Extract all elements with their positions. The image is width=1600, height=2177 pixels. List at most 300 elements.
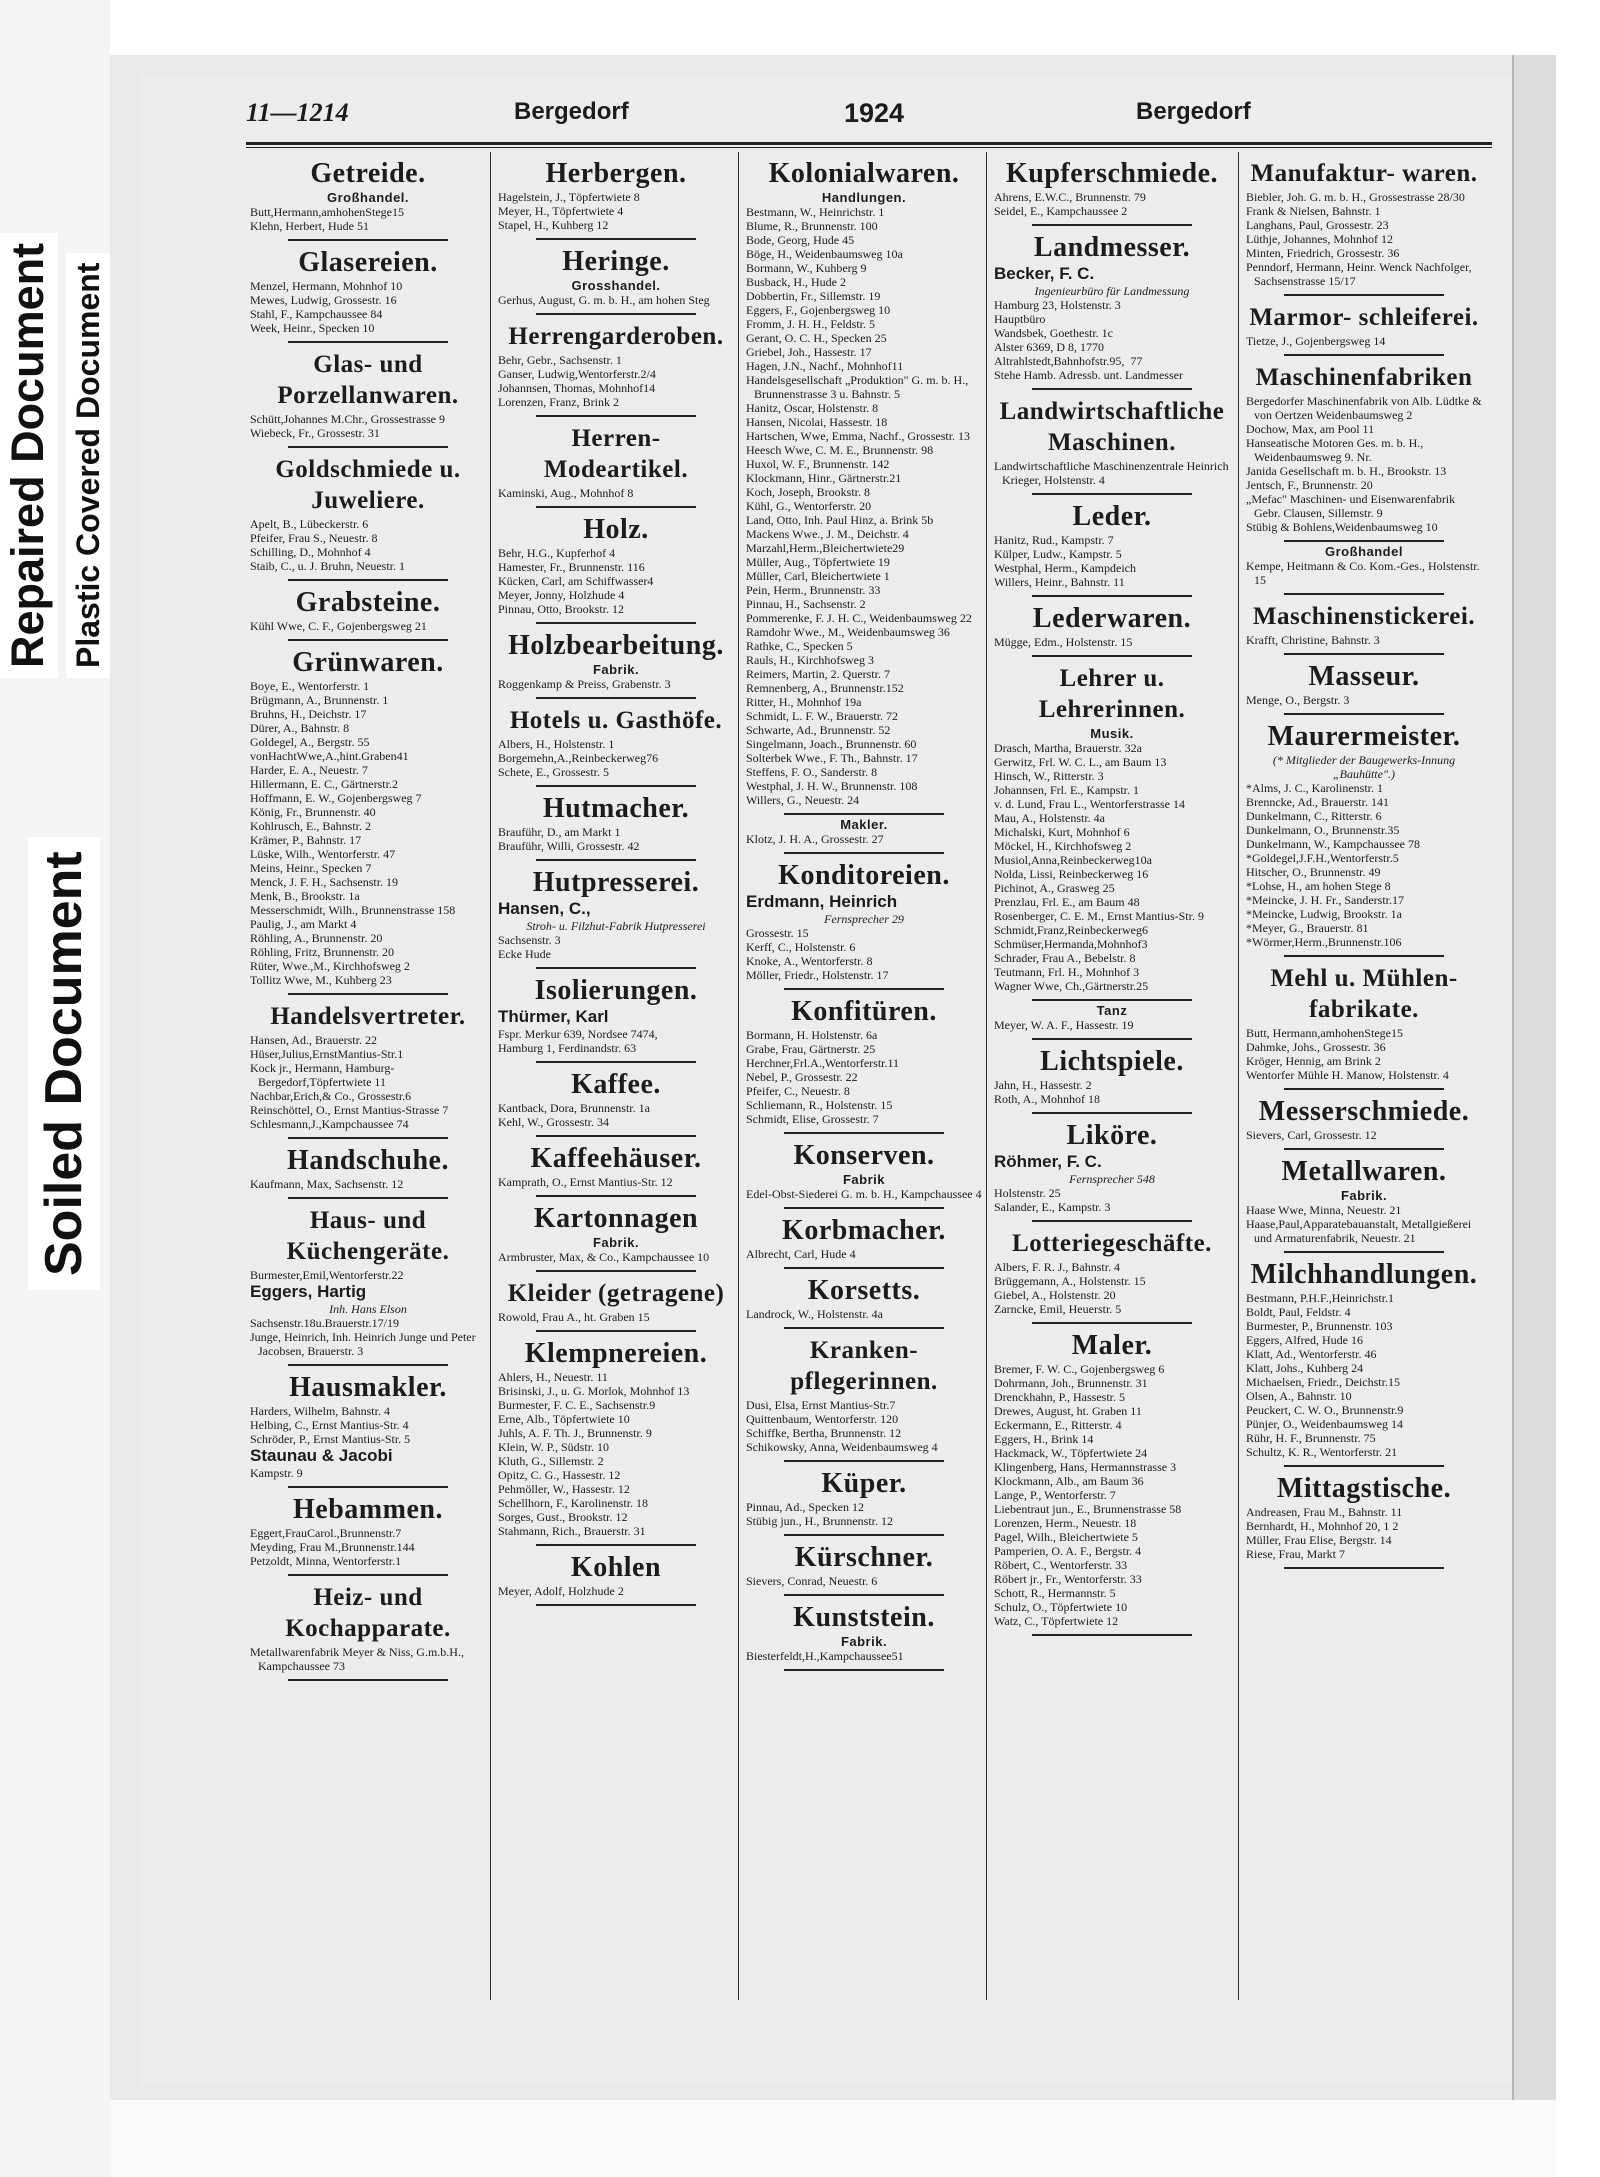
directory-section (498, 867, 734, 969)
section-rule (288, 639, 448, 641)
featured-entry: Erdmann, Heinrich (746, 892, 898, 911)
directory-section (994, 1046, 1230, 1114)
section-subheading: Fabrik. (1340, 1188, 1388, 1203)
column-divider (1238, 152, 1239, 2000)
directory-entry: Hillermann, E. C., Gärtnerstr.2 (250, 777, 398, 791)
page-number: 11—1214 (246, 98, 349, 127)
section-heading: Grünwaren. (292, 647, 444, 678)
directory-entry: Michaelsen, Friedr., Deichstr.15 (1246, 1375, 1400, 1389)
section-heading: Haus- und Küchengeräte. (286, 1207, 450, 1265)
directory-entry: v. d. Lund, Frau L., Wentorferstrasse 14 (994, 797, 1185, 811)
section-rule (1284, 1088, 1444, 1090)
directory-entry: Pehmöller, W., Hassestr. 12 (498, 1482, 630, 1496)
directory-entry: Eckermann, E., Ritterstr. 4 (994, 1418, 1122, 1432)
directory-entry: Lorenzen, Franz, Brink 2 (498, 395, 619, 409)
section-heading: Hutmacher. (542, 793, 690, 824)
featured-entry: Röhmer, F. C. (994, 1152, 1102, 1171)
directory-entry: Roth, A., Mohnhof 18 (994, 1092, 1101, 1106)
directory-entry: Petzoldt, Minna, Wentorferstr.1 (250, 1554, 402, 1568)
section-heading: Herren- Modeartikel. (543, 425, 689, 483)
section-heading: Hutpresserei. (532, 867, 700, 898)
directory-section (498, 1203, 734, 1272)
directory-entry: Hamester, Fr., Brunnenstr. 116 (498, 560, 645, 574)
directory-entry: Landwirtschaftliche Maschinenzentrale Heinrich Krieger, Holstenstr. 4 (994, 459, 1229, 487)
section-heading: Masseur. (1308, 661, 1420, 692)
directory-entry: Meyer, H., Töpfertwiete 4 (498, 204, 624, 218)
directory-section (250, 1205, 486, 1366)
directory-entry: Westphal, J. H. W., Brunnenstr. 108 (746, 779, 918, 793)
directory-entry: Hansen, Ad., Brauerstr. 22 (250, 1033, 377, 1047)
directory-entry: Boldt, Paul, Feldstr. 4 (1246, 1305, 1351, 1319)
directory-entry: Burmester,Emil,Wentorferstr.22 (250, 1268, 404, 1282)
directory-entry: Ramdohr Wwe., M., Weidenbaumsweg 36 (746, 625, 950, 639)
directory-section (1246, 1096, 1482, 1150)
directory-entry: Pein, Herm., Brunnenstr. 33 (746, 583, 881, 597)
directory-entry: Gerwitz, Frl. W. C. L., am Baum 13 (994, 755, 1167, 769)
directory-entry: Handelsgesellschaft „Produktion" G. m. b. H., Brunnenstrasse 3 u. Bahnstr. 5 (746, 373, 969, 401)
section-rule (1032, 1322, 1192, 1324)
section-rule (536, 697, 696, 699)
section-heading: Kleider (getragene) (507, 1280, 725, 1307)
directory-entry: Rauls, H., Kirchhofsweg 3 (746, 653, 874, 667)
directory-entry: Michalski, Kurt, Mohnhof 6 (994, 825, 1130, 839)
directory-entry: Röbert, C., Wentorferstr. 33 (994, 1558, 1128, 1572)
directory-entry: Kühl Wwe, C. F., Gojenbergsweg 21 (250, 619, 427, 633)
directory-entry: Edel-Obst-Siederei G. m. b. H., Kampchaussee 4 (746, 1187, 982, 1201)
directory-entry: Schott, R., Hermannstr. 5 (994, 1586, 1116, 1600)
section-rule (288, 446, 448, 448)
section-rule (536, 967, 696, 969)
directory-entry: Pamperien, O. A. F., Bergstr. 4 (994, 1544, 1142, 1558)
directory-section (498, 630, 734, 699)
directory-entry: Salander, E., Kampstr. 3 (994, 1200, 1111, 1214)
directory-section (994, 1228, 1230, 1324)
directory-section (250, 1372, 486, 1488)
section-rule (288, 1137, 448, 1139)
directory-entry: Gerant, O. C. H., Specken 25 (746, 331, 887, 345)
directory-entry: Kröger, Hennig, am Brink 2 (1246, 1054, 1381, 1068)
directory-entry: Reimers, Martin, 2. Querstr. 7 (746, 667, 890, 681)
section-rule (1032, 1220, 1192, 1222)
directory-entry: Hanitz, Oscar, Holstenstr. 8 (746, 401, 879, 415)
directory-section (250, 647, 486, 995)
directory-entry: Langhans, Paul, Grossestr. 23 (1246, 218, 1389, 232)
section-heading: Kolonialwaren. (768, 158, 960, 189)
directory-entry: Eggers, H., Brink 14 (994, 1432, 1094, 1446)
directory-entry: Apelt, B., Lübeckerstr. 6 (250, 517, 369, 531)
directory-entry: Hartschen, Wwe, Emma, Nachf., Grossestr. 13 (746, 429, 971, 443)
directory-entry: Schiffke, Bertha, Brunnenstr. 12 (746, 1426, 902, 1440)
directory-section (1246, 1156, 1482, 1253)
directory-entry: Landrock, W., Holstenstr. 4a (746, 1307, 883, 1321)
directory-entry: Mau, A., Holstenstr. 4a (994, 811, 1105, 825)
directory-section (498, 1069, 734, 1137)
directory-entry: Dohrmann, Joh., Brunnenstr. 31 (994, 1376, 1148, 1390)
section-heading: Glas- und Porzellanwaren. (277, 351, 459, 409)
directory-entry: Ahlers, H., Neuestr. 11 (498, 1370, 608, 1384)
section-heading: Lehrer u. Lehrerinnen. (1038, 665, 1186, 723)
directory-entry: Harders, Wilhelm, Bahnstr. 4 (250, 1404, 390, 1418)
directory-entry: Nebel, P., Grossestr. 22 (746, 1070, 858, 1084)
directory-entry: Sievers, Conrad, Neuestr. 6 (746, 1574, 878, 1588)
section-rule (784, 988, 944, 990)
directory-entry: Meyer, Adolf, Holzhude 2 (498, 1584, 624, 1598)
section-rule (288, 1364, 448, 1366)
section-rule (784, 1327, 944, 1329)
featured-entry: Hansen, C., (498, 899, 591, 918)
directory-entry: Harder, E. A., Neuestr. 7 (250, 763, 368, 777)
directory-entry: Schultz, K. R., Wentorferstr. 21 (1246, 1445, 1398, 1459)
directory-entry: Jentsch, F., Brunnenstr. 20 (1246, 478, 1373, 492)
directory-entry: Pinnau, Ad., Specken 12 (746, 1500, 864, 1514)
section-heading: Landmesser. (1033, 232, 1191, 263)
section-rule (1032, 999, 1192, 1001)
header-rule (246, 142, 1492, 145)
directory-entry: Hanitz, Rud., Kampstr. 7 (994, 533, 1114, 547)
section-heading: Messerschmiede. (1258, 1096, 1470, 1127)
entry-note: Fernsprecher 29 (824, 912, 904, 926)
directory-entry: Drewes, August, ht. Graben 11 (994, 1404, 1142, 1418)
section-rule (288, 1574, 448, 1576)
directory-entry: Müller, Frau Elise, Bergstr. 14 (1246, 1533, 1392, 1547)
directory-section (498, 1278, 734, 1332)
section-heading: Manufaktur- waren. (1250, 160, 1478, 187)
directory-entry: Borgemehn,A.,Reinbeckerweg76 (498, 751, 659, 765)
directory-entry: Schmüser,Hermanda,Mohnhof3 (994, 937, 1148, 951)
directory-entry: Bernhardt, H., Mohnhof 20, 1 2 (1246, 1519, 1399, 1533)
directory-entry: Brauführ, Willi, Grossestr. 42 (498, 839, 640, 853)
directory-entry: Quittenbaum, Wentorferstr. 120 (746, 1412, 899, 1426)
directory-entry: Boye, E., Wentorferstr. 1 (250, 679, 370, 693)
section-rule (536, 785, 696, 787)
directory-entry: Hoffmann, E. W., Gojenbergsweg 7 (250, 791, 422, 805)
section-heading: Liköre. (1066, 1120, 1158, 1151)
directory-section (498, 1143, 734, 1197)
directory-entry: Schilling, D., Mohnhof 4 (250, 545, 371, 559)
directory-entry: Zarncke, Emil, Heuerstr. 5 (994, 1302, 1122, 1316)
directory-section (498, 975, 734, 1063)
section-rule (1032, 493, 1192, 495)
directory-entry: Mackens Wwe., J. M., Deichstr. 4 (746, 527, 909, 541)
directory-section (498, 1552, 734, 1606)
directory-entry: Röbert jr., Fr., Wentorferstr. 33 (994, 1572, 1142, 1586)
directory-entry: Kamprath, O., Ernst Mantius-Str. 12 (498, 1175, 673, 1189)
section-rule (536, 1061, 696, 1063)
directory-entry: Schliemann, R., Holstenstr. 15 (746, 1098, 893, 1112)
entry-note: Fernsprecher 548 (1069, 1172, 1155, 1186)
directory-entry: Biesterfeldt,H.,Kampchaussee51 (746, 1649, 904, 1663)
section-rule (1284, 713, 1444, 715)
directory-entry: Schmidt,Franz,Reinbeckerweg6 (994, 923, 1148, 937)
directory-section (994, 501, 1230, 597)
section-rule (1032, 224, 1192, 226)
directory-entry: Hamburg 1, Ferdinandstr. 63 (498, 1041, 637, 1055)
section-rule (536, 238, 696, 240)
section-heading: Handelsvertreter. (270, 1003, 466, 1030)
directory-section (498, 423, 734, 508)
directory-entry: Stahmann, Rich., Brauerstr. 31 (498, 1524, 646, 1538)
directory-entry: Teutmann, Frl. H., Mohnhof 3 (994, 965, 1140, 979)
directory-entry: Frank & Nielsen, Bahnstr. 1 (1246, 204, 1381, 218)
directory-entry: Rowold, Frau A., ht. Graben 15 (498, 1310, 650, 1324)
directory-column-5 (1246, 152, 1482, 2000)
directory-entry: Stübig & Bohlens,Weidenbaumsweg 10 (1246, 520, 1438, 534)
directory-section (746, 1275, 982, 1329)
directory-entry: Schrader, Frau A., Bebelstr. 8 (994, 951, 1136, 965)
directory-entry: Sachsenstr. 3 (498, 933, 561, 947)
directory-entry: Herchner,Frl.A.,Wentorferstr.11 (746, 1056, 900, 1070)
section-rule (1284, 653, 1444, 655)
featured-entry: Becker, F. C. (994, 264, 1095, 283)
section-rule (784, 1460, 944, 1462)
directory-entry: Staib, C., u. J. Bruhn, Neuestr. 1 (250, 559, 405, 573)
directory-entry: Bergedorfer Maschinenfabrik von Alb. Lüdtke & von Oertzen Weidenbaumsweg 2 (1246, 394, 1482, 422)
directory-entry: Land, Otto, Inh. Paul Hinz, a. Brink 5b (746, 513, 934, 527)
directory-entry: Biebler, Joh. G. m. b. H., Grossestrasse 28/30 (1246, 190, 1465, 204)
directory-section (994, 1330, 1230, 1636)
section-subheading: Fabrik. (592, 662, 640, 677)
section-heading: Konditoreien. (778, 860, 950, 891)
directory-entry: Bremer, F. W. C., Gojenbergsweg 6 (994, 1362, 1165, 1376)
section-rule (1284, 1567, 1444, 1569)
directory-entry: Metallwarenfabrik Meyer & Niss, G.m.b.H., Kampchaussee 73 (250, 1645, 464, 1673)
directory-entry: Grossestr. 15 (746, 926, 809, 940)
directory-entry: Paulig, J., am Markt 4 (250, 917, 357, 931)
section-subheading: Fabrik. (840, 1634, 888, 1649)
directory-entry: Koch, Joseph, Brookstr. 8 (746, 485, 870, 499)
directory-entry: Tollitz Wwe, M., Kuhberg 23 (250, 973, 392, 987)
directory-section (498, 1338, 734, 1546)
header-place-left: Bergedorf (514, 98, 629, 125)
directory-section (1246, 1259, 1482, 1467)
directory-section (250, 1494, 486, 1576)
section-rule (784, 1594, 944, 1596)
directory-entry: Butt,Hermann,amhohenStege15 (250, 205, 404, 219)
directory-entry: Pfeifer, C., Neuestr. 8 (746, 1084, 850, 1098)
section-heading: Maler. (1071, 1330, 1153, 1361)
section-heading: Kohlen (570, 1552, 662, 1583)
directory-entry: Drenckhahn, P., Hassestr. 5 (994, 1390, 1125, 1404)
section-heading: Konserven. (793, 1140, 935, 1171)
directory-section (994, 1003, 1230, 1040)
directory-entry: Pünjer, O., Weidenbaumsweg 14 (1246, 1417, 1403, 1431)
directory-column-1 (250, 152, 486, 2000)
directory-entry: Janida Gesellschaft m. b. H., Brookstr. 13 (1246, 464, 1447, 478)
section-heading: Kaffee. (571, 1069, 661, 1100)
directory-entry: Dusi, Elsa, Ernst Mantius-Str.7 (746, 1398, 896, 1412)
directory-entry: Haase Wwe, Minna, Neuestr. 21 (1246, 1203, 1402, 1217)
directory-entry: Ganser, Ludwig,Wentorferstr.2/4 (498, 367, 656, 381)
directory-section (498, 705, 734, 787)
directory-entry: Kluth, G., Sillemstr. 2 (498, 1454, 604, 1468)
directory-section (1246, 302, 1482, 356)
section-heading: Hebammen. (293, 1494, 443, 1525)
directory-entry: Lange, P., Wentorferstr. 7 (994, 1488, 1116, 1502)
directory-entry: Ritter, H., Mohnhof 19a (746, 695, 862, 709)
directory-section (498, 158, 734, 240)
section-heading: Glasereien. (298, 247, 438, 278)
directory-entry: Menk, B., Brookstr. 1a (250, 889, 360, 903)
directory-section (1246, 158, 1482, 296)
section-heading: Kürschner. (794, 1542, 934, 1573)
section-rule (1284, 354, 1444, 356)
directory-entry: Eggers, F., Gojenbergsweg 10 (746, 303, 891, 317)
directory-entry: Marzahl,Herm.,Bleichertwiete29 (746, 541, 905, 555)
directory-entry: Klingenberg, Hans, Hermannstrasse 3 (994, 1460, 1177, 1474)
directory-entry: Knoke, A., Wentorferstr. 8 (746, 954, 873, 968)
section-heading: Holzbearbeitung. (508, 630, 724, 661)
directory-entry: Menzel, Hermann, Mohnhof 10 (250, 279, 403, 293)
section-rule (288, 239, 448, 241)
section-rule (536, 1604, 696, 1606)
directory-entry: Seidel, E., Kampchaussee 2 (994, 204, 1128, 218)
section-rule (784, 1132, 944, 1134)
directory-entry: Hitscher, O., Brunnenstr. 49 (1246, 865, 1381, 879)
section-heading: Klempnereien. (524, 1338, 708, 1369)
directory-entry: Sachsenstr.18u.Brauerstr.17/19 (250, 1316, 399, 1330)
directory-entry: Kampstr. 9 (250, 1466, 303, 1480)
directory-entry: Meins, Heinr., Specken 7 (250, 861, 372, 875)
section-heading: Korsetts. (807, 1275, 921, 1306)
directory-entry: Kock jr., Hermann, Hamburg-Bergedorf,Töpfertwiete 11 (250, 1061, 395, 1089)
directory-entry: Schete, E., Grossestr. 5 (498, 765, 609, 779)
section-subheading: Musik. (1090, 726, 1134, 741)
directory-entry: Eggers, Alfred, Hude 16 (1246, 1333, 1363, 1347)
directory-entry: Klockmann, Alb., am Baum 36 (994, 1474, 1144, 1488)
directory-section (994, 232, 1230, 390)
header-rule-thin (246, 147, 1492, 148)
directory-section (1246, 963, 1482, 1090)
directory-entry: Erne, Alb., Töpfertwiete 10 (498, 1412, 630, 1426)
directory-entry: Bestmann, P.H.F.,Heinrichstr.1 (1246, 1291, 1395, 1305)
directory-entry: Klehn, Herbert, Hude 51 (250, 219, 369, 233)
featured-entry: Eggers, Hartig (250, 1282, 367, 1301)
directory-entry: Burmester, P., Brunnenstr. 103 (1246, 1319, 1393, 1333)
directory-entry: Böge, H., Weidenbaumsweg 10a (746, 247, 903, 261)
directory-entry: Sievers, Carl, Grossestr. 12 (1246, 1128, 1377, 1142)
directory-entry: Brauführ, D., am Markt 1 (498, 825, 621, 839)
section-heading: Herrengarderoben. (508, 323, 724, 350)
section-heading: Lederwaren. (1032, 603, 1192, 634)
directory-entry: Bormann, W., Kuhberg 9 (746, 261, 867, 275)
directory-section (250, 587, 486, 641)
section-heading: Maschinenfabriken (1255, 364, 1473, 391)
directory-entry: Blume, R., Brunnenstr. 100 (746, 219, 878, 233)
directory-entry: Armbruster, Max, & Co., Kampchaussee 10 (498, 1250, 710, 1264)
section-heading: Hausmakler. (289, 1372, 447, 1403)
scan-bottom (110, 2100, 1556, 2177)
directory-entry: Möckel, H., Kirchhofsweg 2 (994, 839, 1132, 853)
directory-entry: Olsen, A., Bahnstr. 10 (1246, 1389, 1352, 1403)
directory-entry: Kehl, W., Grossestr. 34 (498, 1115, 609, 1129)
section-subheading: Tanz (1096, 1003, 1128, 1018)
directory-entry: Penndorf, Hermann, Heinr. Wenck Nachfolger, Sachsenstrasse 15/17 (1246, 260, 1472, 288)
directory-entry: Watz, C., Töpfertwiete 12 (994, 1614, 1119, 1628)
directory-entry: Drasch, Martha, Brauerstr. 32a (994, 741, 1142, 755)
section-rule (536, 506, 696, 508)
section-rule (536, 622, 696, 624)
directory-entry: Opitz, C. G., Hassestr. 12 (498, 1468, 621, 1482)
directory-entry: Rühr, H. F., Brunnenstr. 75 (1246, 1431, 1376, 1445)
directory-entry: Kantback, Dora, Brunnenstr. 1a (498, 1101, 650, 1115)
section-rule (1284, 955, 1444, 957)
featured-entry: Staunau & Jacobi (250, 1446, 393, 1465)
directory-entry: Kühl, G., Wentorferstr. 20 (746, 499, 872, 513)
directory-entry: Fspr. Merkur 639, Nordsee 7474, (498, 1027, 658, 1041)
section-heading: Goldschmiede u. Juweliere. (275, 456, 461, 514)
directory-entry: Stehe Hamb. Adressb. unt. Landmesser (994, 368, 1183, 382)
section-heading: Marmor- schleiferei. (1249, 304, 1479, 331)
section-heading: Herbergen. (545, 158, 687, 189)
directory-entry: Schulz, O., Töpfertwiete 10 (994, 1600, 1128, 1614)
section-heading: Grabsteine. (295, 587, 441, 618)
section-rule (784, 1669, 944, 1671)
section-rule (536, 1135, 696, 1137)
directory-entry: Willers, G., Neuestr. 24 (746, 793, 860, 807)
section-heading: Hotels u. Gasthöfe. (509, 707, 723, 734)
directory-entry: Krafft, Christine, Bahnstr. 3 (1246, 633, 1380, 647)
directory-column-4 (994, 152, 1230, 2000)
directory-entry: Mügge, Edm., Holstenstr. 15 (994, 635, 1133, 649)
directory-entry: Albers, H., Holstenstr. 1 (498, 737, 615, 751)
section-rule (784, 1534, 944, 1536)
directory-entry: Singelmann, Joach., Brunnenstr. 60 (746, 737, 917, 751)
directory-entry: Tietze, J., Gojenbergsweg 14 (1246, 334, 1386, 348)
directory-entry: Reinschöttel, O., Ernst Mantius-Strasse 7 (250, 1103, 449, 1117)
directory-entry: Müller, Carl, Bleichertwiete 1 (746, 569, 890, 583)
directory-section (1246, 544, 1482, 595)
directory-entry: Hamburg 23, Holstenstr. 3 (994, 298, 1121, 312)
directory-entry: Minten, Friedrich, Grossestr. 36 (1246, 246, 1400, 260)
directory-entry: Hanseatische Motoren Ges. m. b. H., Weidenbaumsweg 9. Nr. (1246, 436, 1424, 464)
directory-entry: Kerff, C., Holstenstr. 6 (746, 940, 856, 954)
directory-section (746, 860, 982, 990)
directory-section (746, 1215, 982, 1269)
directory-section (994, 158, 1230, 226)
directory-entry: Dürer, A., Bahnstr. 8 (250, 721, 350, 735)
directory-entry: Goldegel, A., Bergstr. 55 (250, 735, 370, 749)
section-subheading: Makler. (840, 817, 888, 832)
directory-entry: Busback, H., Hude 2 (746, 275, 846, 289)
directory-section (746, 1335, 982, 1462)
directory-section (1246, 362, 1482, 542)
section-rule (1284, 540, 1444, 542)
page-edge (1512, 55, 1556, 2115)
directory-entry: Klockmann, Hinr., Gärtnerstr.21 (746, 471, 902, 485)
section-rule (288, 993, 448, 995)
directory-entry: Hansen, Nicolai, Hassestr. 18 (746, 415, 888, 429)
directory-entry: Schmidt, L. F. W., Brauerstr. 72 (746, 709, 899, 723)
directory-entry: Mewes, Ludwig, Grossestr. 16 (250, 293, 397, 307)
directory-section (1246, 1473, 1482, 1569)
directory-entry: Dunkelmann, W., Kampchaussee 78 (1246, 837, 1420, 851)
directory-section (746, 1602, 982, 1671)
section-rule (784, 1267, 944, 1269)
section-heading: Kartonnagen (533, 1203, 699, 1234)
directory-entry: Lüske, Wilh., Wentorferstr. 47 (250, 847, 396, 861)
directory-entry: Schlesmann,J.,Kampchaussee 74 (250, 1117, 409, 1131)
directory-entry: Hagen, J.N., Nachf., Mohnhof11 (746, 359, 904, 373)
directory-entry: Dunkelmann, O., Brunnenstr.35 (1246, 823, 1400, 837)
section-heading: Konfitüren. (791, 996, 937, 1027)
directory-entry: Pommerenke, F. J. H. C., Weidenbaumsweg 22 (746, 611, 972, 625)
directory-entry: Kücken, Carl, am Schiffwasser4 (498, 574, 654, 588)
directory-entry: *Meincke, Ludwig, Brookstr. 1a (1246, 907, 1402, 921)
entry-note: Ingenieurbüro für Landmessung (1034, 284, 1190, 298)
directory-entry: Röhling, Fritz, Brunnenstr. 20 (250, 945, 394, 959)
directory-entry: Andreasen, Frau M., Bahnstr. 11 (1246, 1505, 1403, 1519)
directory-entry: Nachbar,Erich,& Co., Grossestr.6 (250, 1089, 412, 1103)
